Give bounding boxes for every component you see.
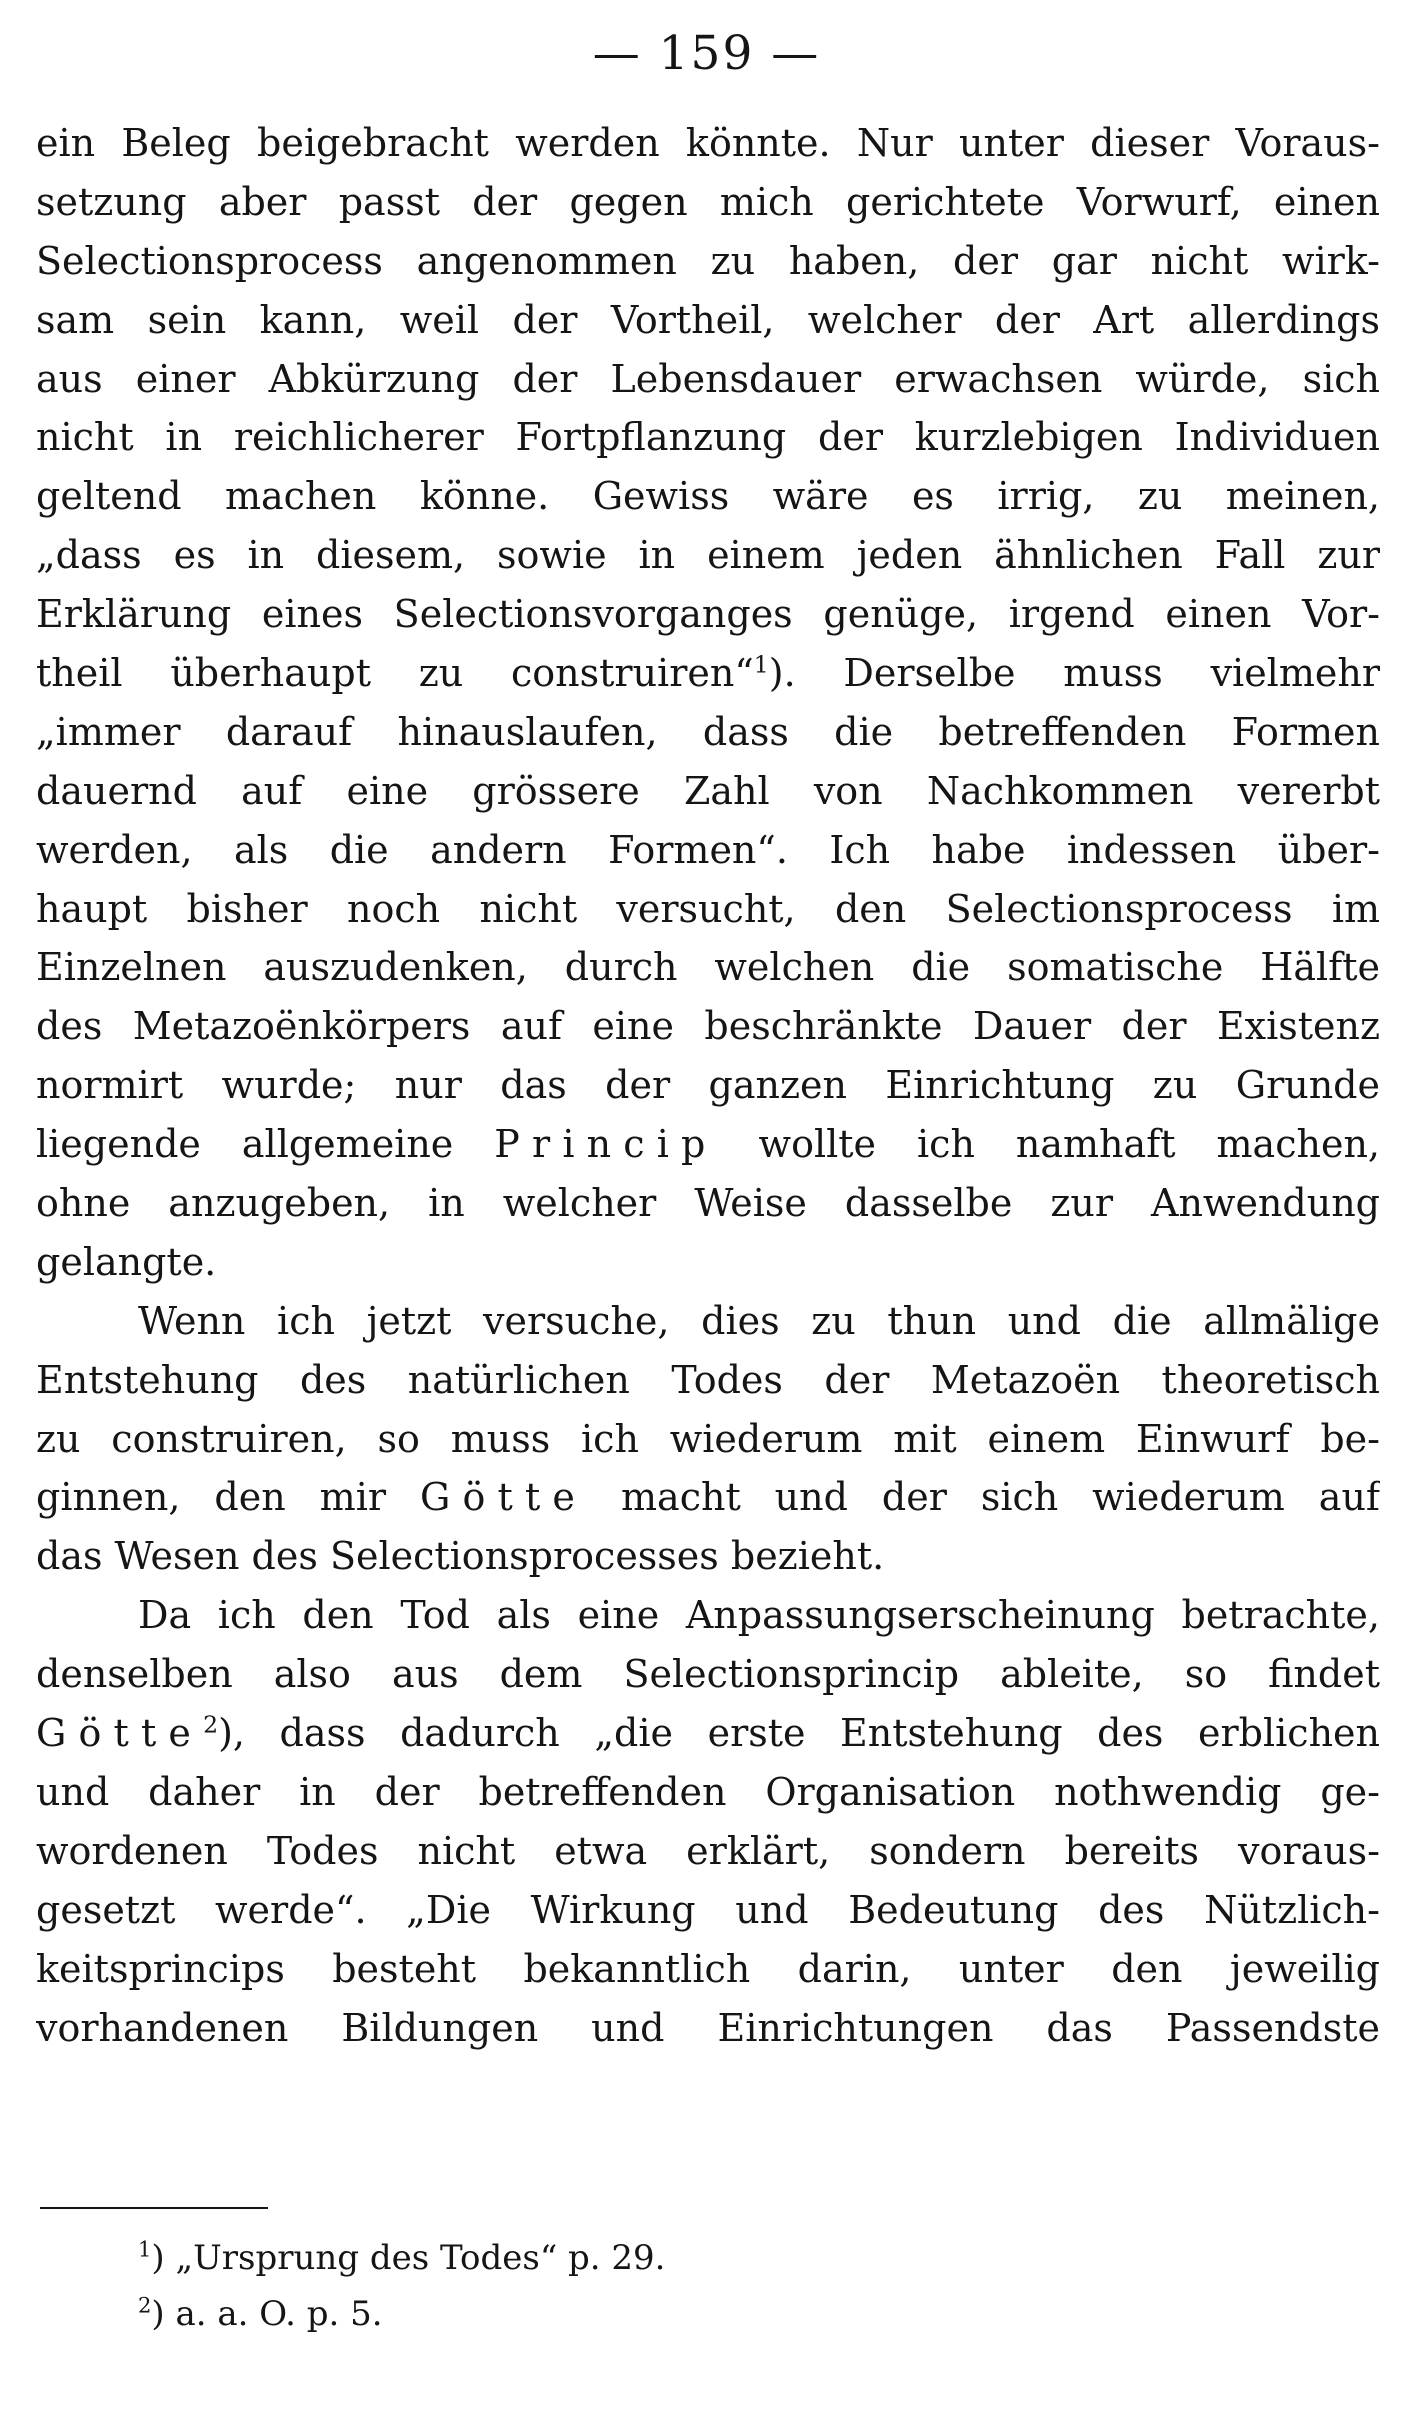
line-segment: wollte ich namhaft machen, bbox=[758, 1122, 1380, 1167]
text-line: zu construiren, so muss ich wiederum mit einem Einwurf be- bbox=[36, 1416, 1380, 1461]
text-line: nicht in reichlicherer Fortpflanzung der kurzlebigen Individuen bbox=[36, 415, 1380, 460]
text-line: aus einer Abkürzung der Lebensdauer erwachsen würde, sich bbox=[36, 356, 1380, 401]
emphasis-spaced: Götte bbox=[36, 1711, 204, 1756]
footnote-mark: 1 bbox=[138, 2236, 152, 2262]
footnote-mark: 2 bbox=[138, 2292, 152, 2318]
text-line: dauernd auf eine grössere Zahl von Nachkommen vererbt bbox=[36, 768, 1380, 813]
line-segment: liegende allgemeine bbox=[36, 1122, 454, 1167]
footnote-1: $^1$) „Ursprung des Todes“ p. 29. bbox=[138, 2236, 666, 2278]
text-line bbox=[36, 1704, 1380, 1763]
page-number: — 159 — bbox=[592, 26, 821, 81]
text-line: wordenen Todes nicht etwa erklärt, sondern bereits voraus- bbox=[36, 1828, 1380, 1873]
line-segment: ). Derselbe muss vielmehr bbox=[768, 651, 1380, 696]
text-line bbox=[36, 1468, 1380, 1527]
text-line: Erklärung eines Selectionsvorganges genüge, irgend einen Vor- bbox=[36, 592, 1380, 637]
text-line: keitsprincips besteht bekanntlich darin, unter den jeweilig bbox=[36, 1946, 1380, 1991]
text-line: „immer darauf hinauslaufen, dass die betreffenden Formen bbox=[36, 709, 1380, 754]
footnote-ref-1: 1 bbox=[753, 650, 769, 679]
line-segment: ginnen, den mir bbox=[36, 1475, 387, 1520]
footnote-ref-2: 2 bbox=[203, 1710, 219, 1739]
footnote-2: $^2$) a. a. O. p. 5. bbox=[138, 2292, 383, 2334]
footnote-text: a. a. O. p. 5. bbox=[175, 2294, 383, 2334]
text-line: setzung aber passt der gegen mich gerichtete Vorwurf, einen bbox=[36, 179, 1380, 224]
line-segment: macht und der sich wiederum auf bbox=[621, 1475, 1380, 1520]
text-line: Da ich den Tod als eine Anpassungserscheinung betrachte, bbox=[138, 1593, 1380, 1638]
footnote-text: „Ursprung des Todes“ p. 29. bbox=[175, 2238, 666, 2278]
footnotes bbox=[138, 2230, 665, 2342]
text-line bbox=[36, 1115, 1380, 1174]
text-line: und daher in der betreffenden Organisation nothwendig ge- bbox=[36, 1769, 1380, 1814]
text-line: Selectionsprocess angenommen zu haben, der gar nicht wirk- bbox=[36, 238, 1380, 283]
text-line: geltend machen könne. Gewiss wäre es irrig, zu meinen, bbox=[36, 474, 1380, 519]
text-line: ein Beleg beigebracht werden könnte. Nur unter dieser Voraus- bbox=[36, 121, 1380, 165]
text-line: Wenn ich jetzt versuche, dies zu thun und die allmälige bbox=[138, 1298, 1380, 1343]
text-line: ohne anzugeben, in welcher Weise dasselbe zur Anwendung bbox=[36, 1181, 1380, 1226]
text-line: Einzelnen auszudenken, durch welchen die somatische Hälfte bbox=[36, 945, 1380, 990]
line-segment: theil überhaupt zu construiren“ bbox=[36, 651, 754, 696]
text-line: „dass es in diesem, sowie in einem jeden ähnlichen Fall zur bbox=[36, 533, 1380, 578]
text-line: werden, als die andern Formen“. Ich habe indessen über- bbox=[36, 827, 1380, 872]
text-line: vorhandenen Bildungen und Einrichtungen das Passendste bbox=[36, 2005, 1380, 2050]
footnote-divider bbox=[40, 2207, 268, 2209]
text-line: denselben also aus dem Selectionsprincip ableite, so findet bbox=[36, 1652, 1380, 1697]
text-line bbox=[36, 644, 1380, 703]
line-segment: ), dass dadurch „die erste Entstehung des erblichen bbox=[218, 1711, 1380, 1756]
text-line: haupt bisher noch nicht versucht, den Selectionsprocess im bbox=[36, 886, 1380, 931]
text-line: das Wesen des Selectionsprocesses bezieht. bbox=[36, 1534, 885, 1579]
text-line: gesetzt werde“. „Die Wirkung und Bedeutung des Nützlich- bbox=[36, 1887, 1380, 1932]
emphasis-spaced: Götte bbox=[419, 1475, 588, 1520]
emphasis-spaced: Princip bbox=[494, 1122, 718, 1167]
text-line: Entstehung des natürlichen Todes der Metazoën theoretisch bbox=[36, 1357, 1380, 1402]
text-line: normirt wurde; nur das der ganzen Einrichtung zu Grunde bbox=[36, 1063, 1380, 1108]
text-line: des Metazoënkörpers auf eine beschränkte Dauer der Existenz bbox=[36, 1004, 1380, 1049]
body-text bbox=[36, 114, 1380, 2057]
text-line: gelangte. bbox=[36, 1239, 217, 1284]
text-line: sam sein kann, weil der Vortheil, welcher der Art allerdings bbox=[36, 297, 1380, 342]
